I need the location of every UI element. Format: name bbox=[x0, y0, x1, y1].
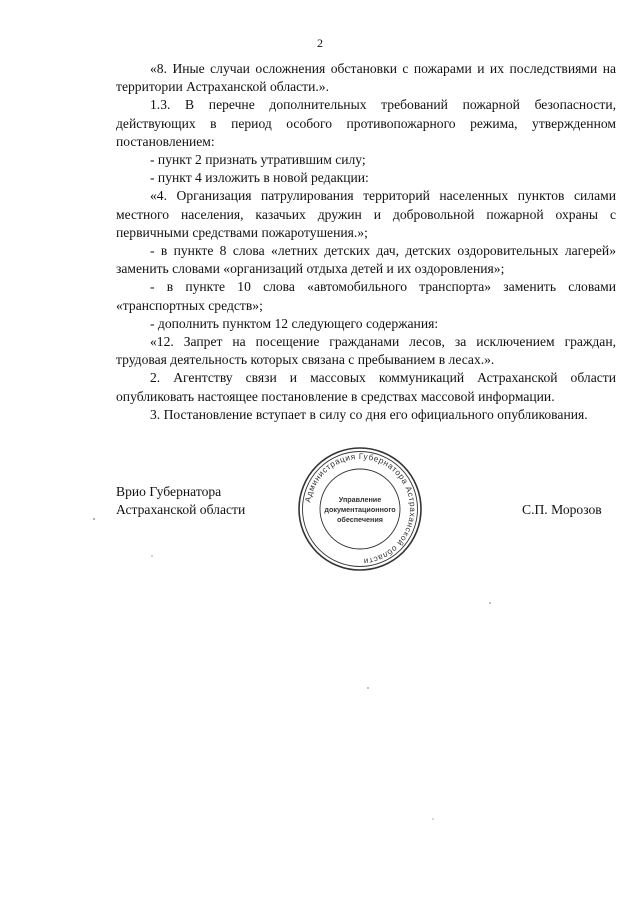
signer-position-line: Врио Губернатора bbox=[116, 484, 222, 499]
scan-speck bbox=[151, 555, 152, 556]
paragraph: «8. Иные случаи осложнения обстановки с пожарами и их последствиями на территории Астраханской области.». bbox=[116, 61, 616, 95]
paragraph: - дополнить пунктом 12 следующего содержания: bbox=[150, 315, 439, 331]
signer-position bbox=[116, 483, 245, 519]
stamp-inner-text: обеспечения bbox=[336, 515, 384, 524]
scan-speck bbox=[432, 818, 433, 819]
stamp-inner-text: Управление bbox=[338, 495, 382, 504]
document-body bbox=[116, 60, 616, 424]
paragraph: - в пункте 8 слова «летних детских дач, детских оздоровительных лагерей» заменить словами «организаций отдыха детей и их оздоровления»; bbox=[116, 243, 616, 277]
paragraph: - пункт 4 изложить в новой редакции: bbox=[150, 170, 369, 186]
paragraph: - в пункте 10 слова «автомобильного транспорта» заменить словами «транспортных средств»; bbox=[116, 279, 616, 313]
paragraph: 2. Агентству связи и массовых коммуникаций Астраханской области опубликовать настоящее постановление в средствах массовой информации. bbox=[116, 370, 616, 404]
stamp-inner-text: документационного bbox=[324, 505, 396, 514]
paragraph: 3. Постановление вступает в силу со дня его официального опубликования. bbox=[150, 406, 588, 422]
scan-speck bbox=[489, 602, 490, 603]
signer-name: С.П. Морозов bbox=[522, 502, 602, 517]
scan-speck bbox=[367, 687, 368, 688]
official-stamp bbox=[296, 446, 424, 572]
signer-position-line: Астраханской области bbox=[116, 502, 246, 517]
paragraph: «12. Запрет на посещение гражданами лесов, за исключением граждан, трудовая деятельность которых связана с пребыванием в лесах.». bbox=[116, 334, 616, 368]
page-number: 2 bbox=[317, 36, 323, 50]
paragraph: - пункт 2 признать утратившим силу; bbox=[150, 152, 366, 168]
stamp-outer-text: Администрация Губернатора Астраханской области bbox=[303, 451, 418, 566]
scan-speck bbox=[93, 518, 95, 520]
paragraph: «4. Организация патрулирования территорий населенных пунктов силами местного населения, казачьих дружин и добровольной пожарной охраны с первичными средствами пожаротушения.»; bbox=[116, 188, 616, 240]
paragraph: 1.3. В перечне дополнительных требований пожарной безопасности, действующих в период особого противопожарного режима, утвержденном постановлением: bbox=[116, 97, 616, 149]
